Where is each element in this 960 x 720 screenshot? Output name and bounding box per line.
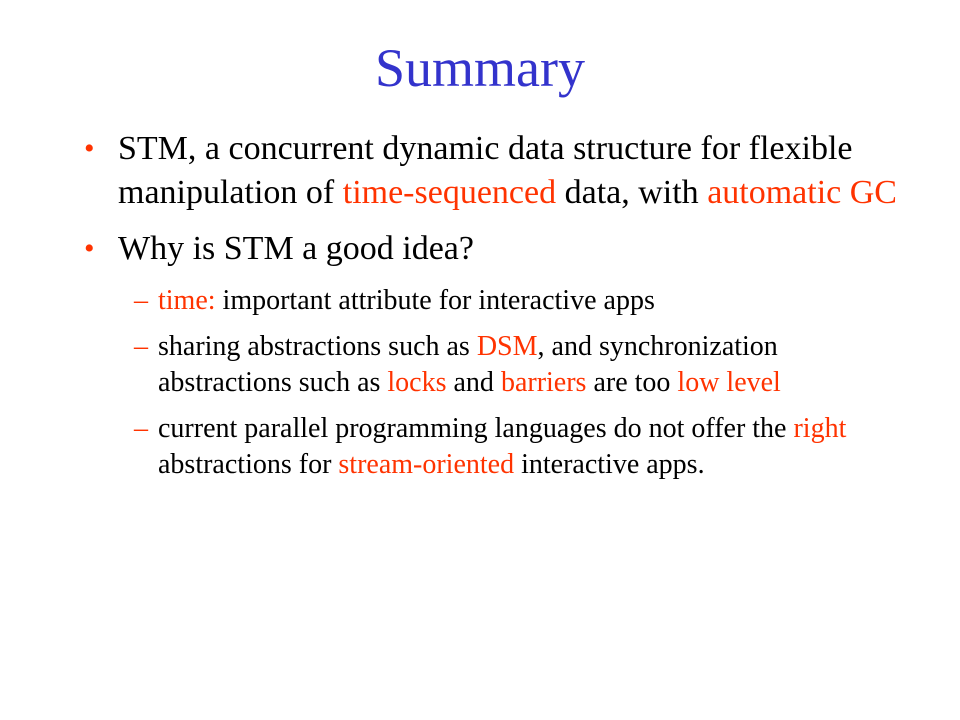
text-run: , and synchronization abstractions such as bbox=[158, 331, 778, 398]
highlight-run: automatic GC bbox=[707, 174, 897, 211]
bullet-text bbox=[118, 130, 897, 211]
dash-marker-icon: – bbox=[134, 285, 148, 316]
text-run: important attribute for interactive apps bbox=[215, 285, 655, 316]
sub-bullet-time bbox=[80, 283, 900, 319]
highlight-run: time-sequenced bbox=[342, 174, 557, 211]
slide-title: Summary bbox=[375, 38, 585, 98]
sub-bullet-sharing bbox=[80, 329, 900, 401]
slide-content bbox=[80, 127, 900, 493]
sub-bullet-text bbox=[158, 413, 846, 480]
highlight-run: DSM bbox=[476, 331, 538, 362]
text-run: data, with bbox=[556, 174, 708, 211]
text-run: interactive apps. bbox=[514, 449, 705, 480]
text-run: current parallel programming languages do not offer the bbox=[158, 413, 794, 444]
text-run: sharing abstractions such as bbox=[158, 331, 477, 362]
text-run: and bbox=[446, 367, 501, 398]
bullet-stm-definition bbox=[80, 127, 900, 215]
bullet-text: Why is STM a good idea? bbox=[118, 230, 474, 267]
text-run: are too bbox=[586, 367, 678, 398]
highlight-run: stream-oriented bbox=[338, 449, 515, 480]
sub-bullet-languages bbox=[80, 411, 900, 483]
highlight-run: time: bbox=[158, 285, 216, 316]
text-run: STM, a concurrent dynamic data structure for flexible manipulation of bbox=[118, 130, 853, 211]
sub-bullet-text bbox=[158, 285, 655, 316]
dash-marker-icon: – bbox=[134, 413, 148, 444]
bullet-why-stm bbox=[80, 227, 900, 271]
highlight-run: locks bbox=[387, 367, 447, 398]
highlight-run: low level bbox=[677, 367, 781, 398]
bullet-marker-icon: • bbox=[84, 232, 95, 265]
highlight-run: right bbox=[793, 413, 847, 444]
text-run: abstractions for bbox=[158, 449, 339, 480]
dash-marker-icon: – bbox=[134, 331, 148, 362]
sub-bullet-text bbox=[158, 331, 781, 398]
highlight-run: barriers bbox=[500, 367, 587, 398]
bullet-marker-icon: • bbox=[84, 132, 95, 165]
